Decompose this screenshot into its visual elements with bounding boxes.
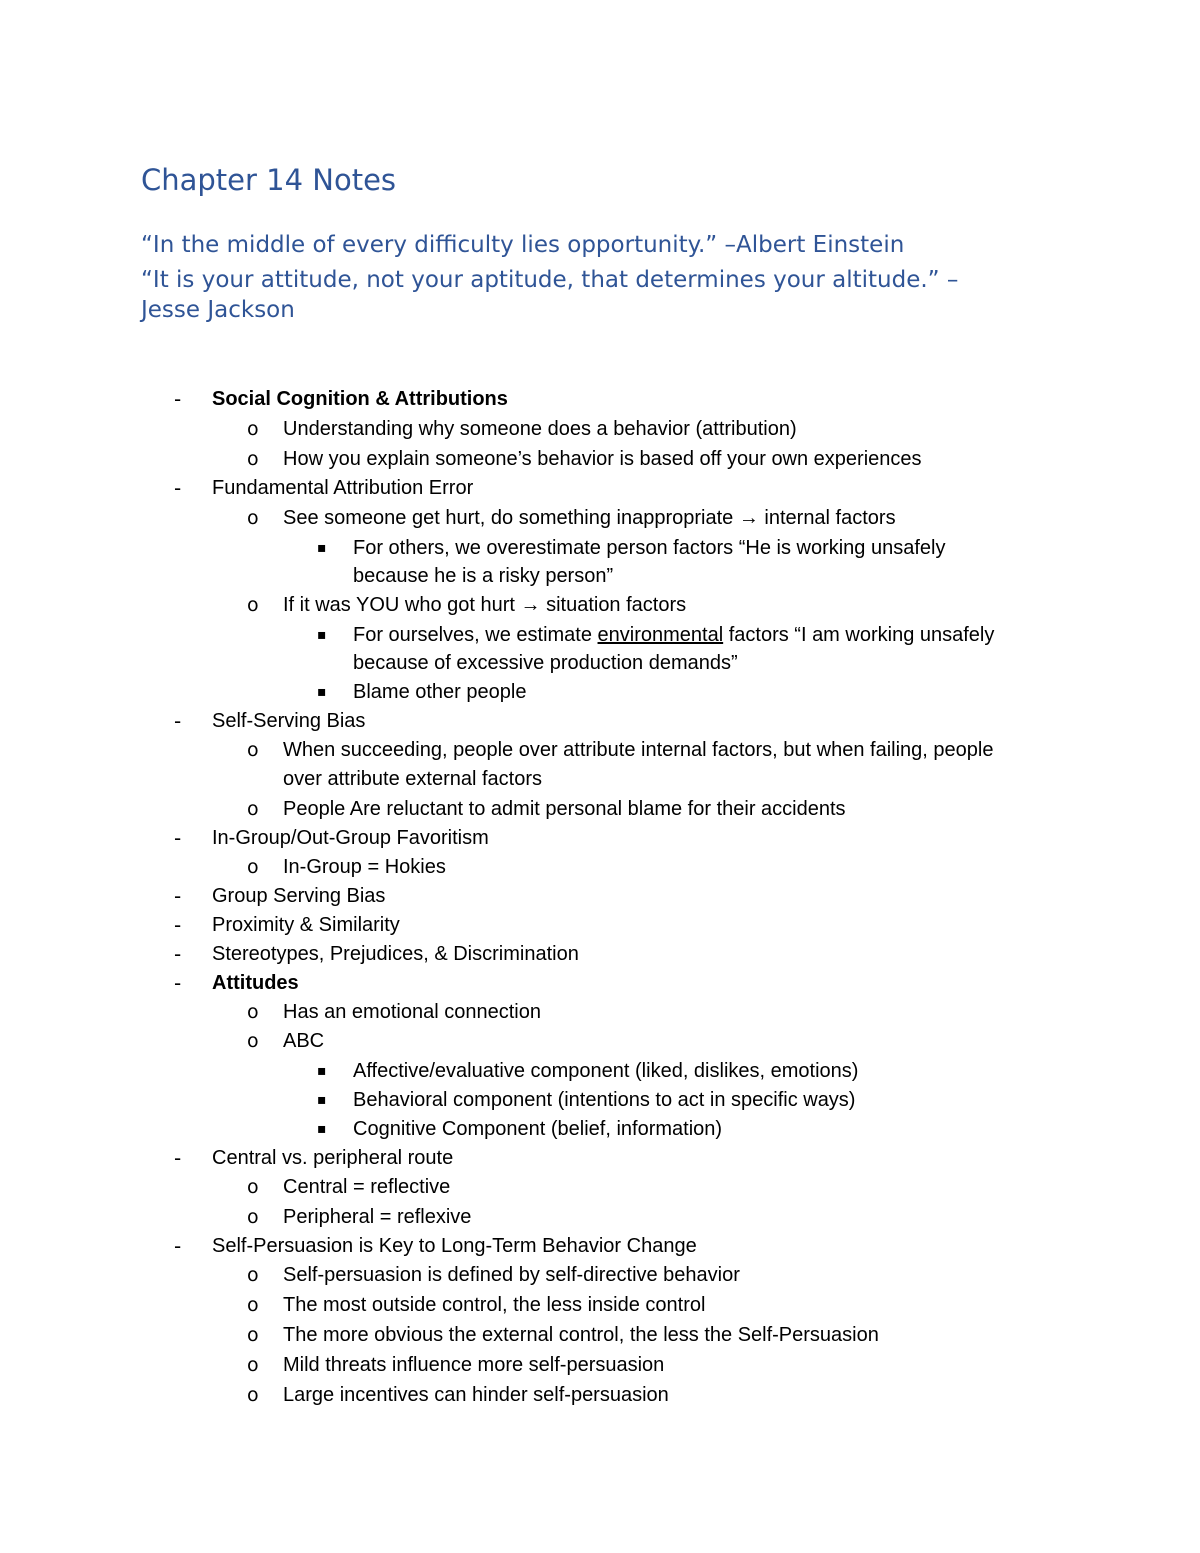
list-item: Central = reflective — [283, 1176, 451, 1198]
list-item: Peripheral = reflexive — [283, 1206, 472, 1228]
list-item-continued: because he is a risky person” — [353, 565, 614, 587]
list-item — [353, 622, 994, 648]
dash-bullet: - — [174, 709, 182, 733]
text-segment: factors “I am working unsafely — [723, 624, 995, 646]
list-item: Fundamental Attribution Error — [212, 477, 474, 499]
list-item: Social Cognition & Attributions — [212, 388, 508, 410]
dash-bullet: - — [174, 476, 182, 500]
list-item: When succeeding, people over attribute internal factors, but when failing, people — [283, 739, 994, 761]
quote-jackson-line2: Jesse Jackson — [141, 297, 295, 323]
square-bullet: ▪ — [317, 627, 327, 643]
dash-bullet: - — [174, 971, 182, 995]
square-bullet: ▪ — [317, 1121, 327, 1137]
square-bullet: ▪ — [317, 540, 327, 556]
quote-einstein: “In the middle of every difficulty lies opportunity.” –Albert Einstein — [141, 232, 905, 258]
dash-bullet: - — [174, 826, 182, 850]
list-item-continued: over attribute external factors — [283, 768, 543, 790]
dash-bullet: - — [174, 387, 182, 411]
list-item: Self-Serving Bias — [212, 710, 366, 732]
square-bullet: ▪ — [317, 1063, 327, 1079]
circle-bullet: o — [247, 1206, 259, 1228]
list-item: Self-persuasion is defined by self-directive behavior — [283, 1264, 740, 1286]
square-bullet: ▪ — [317, 684, 327, 700]
circle-bullet: o — [247, 1001, 259, 1023]
list-item: Has an emotional connection — [283, 1001, 541, 1023]
quote-jackson-line1: “It is your attitude, not your aptitude, that determines your altitude.” – — [141, 267, 959, 293]
circle-bullet: o — [247, 1176, 259, 1198]
dash-bullet: - — [174, 913, 182, 937]
list-item: Cognitive Component (belief, information) — [353, 1118, 723, 1140]
list-item: For others, we overestimate person factors “He is working unsafely — [353, 537, 946, 559]
list-item: Attitudes — [212, 972, 299, 994]
circle-bullet: o — [247, 739, 259, 761]
circle-bullet: o — [247, 507, 259, 529]
list-item: See someone get hurt, do something inappropriate → internal factors — [283, 507, 896, 529]
dash-bullet: - — [174, 884, 182, 908]
list-item: ABC — [283, 1030, 325, 1052]
circle-bullet: o — [247, 856, 259, 878]
list-item: Group Serving Bias — [212, 885, 386, 907]
list-item: Large incentives can hinder self-persuasion — [283, 1384, 669, 1406]
list-item: In-Group = Hokies — [283, 856, 446, 878]
circle-bullet: o — [247, 798, 259, 820]
circle-bullet: o — [247, 1384, 259, 1406]
list-item: People Are reluctant to admit personal blame for their accidents — [283, 798, 846, 820]
dash-bullet: - — [174, 1234, 182, 1258]
circle-bullet: o — [247, 448, 259, 470]
list-item: Self-Persuasion is Key to Long-Term Behavior Change — [212, 1235, 697, 1257]
list-item: In-Group/Out-Group Favoritism — [212, 827, 489, 849]
circle-bullet: o — [247, 1264, 259, 1286]
dash-bullet: - — [174, 1146, 182, 1170]
dash-bullet: - — [174, 942, 182, 966]
list-item: Stereotypes, Prejudices, & Discrimination — [212, 943, 579, 965]
list-item: How you explain someone’s behavior is based off your own experiences — [283, 448, 922, 470]
list-item: Affective/evaluative component (liked, dislikes, emotions) — [353, 1060, 859, 1082]
list-item: Blame other people — [353, 681, 527, 703]
circle-bullet: o — [247, 1324, 259, 1346]
list-item: If it was YOU who got hurt → situation factors — [283, 594, 687, 616]
circle-bullet: o — [247, 1354, 259, 1376]
circle-bullet: o — [247, 1294, 259, 1316]
circle-bullet: o — [247, 594, 259, 616]
list-item: Proximity & Similarity — [212, 914, 400, 936]
list-item: The more obvious the external control, the less the Self-Persuasion — [283, 1324, 879, 1346]
list-item: Understanding why someone does a behavior (attribution) — [283, 418, 797, 440]
list-item: The most outside control, the less inside control — [283, 1294, 706, 1316]
list-item-continued: because of excessive production demands” — [353, 652, 738, 674]
list-item: Central vs. peripheral route — [212, 1147, 454, 1169]
underlined-term: environmental — [597, 624, 724, 646]
page-title: Chapter 14 Notes — [141, 163, 397, 197]
circle-bullet: o — [247, 1030, 259, 1052]
circle-bullet: o — [247, 418, 259, 440]
text-segment: For ourselves, we estimate — [353, 624, 598, 646]
square-bullet: ▪ — [317, 1092, 327, 1108]
list-item: Mild threats influence more self-persuasion — [283, 1354, 665, 1376]
list-item: Behavioral component (intentions to act in specific ways) — [353, 1089, 856, 1111]
